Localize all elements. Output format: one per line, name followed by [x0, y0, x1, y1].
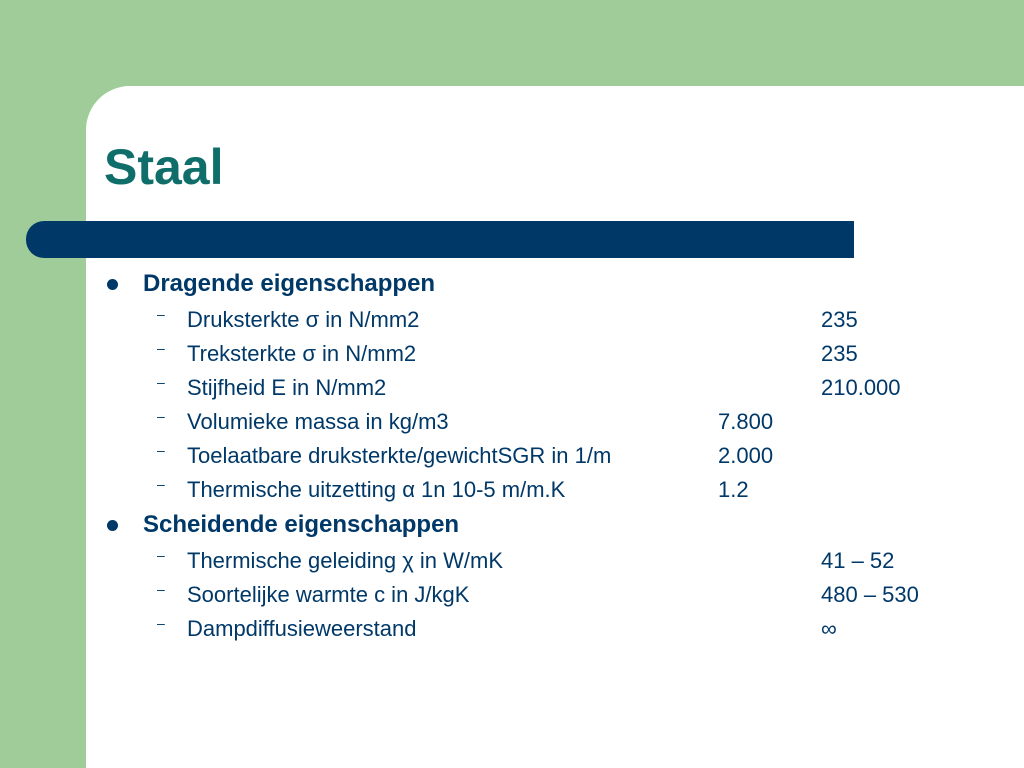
- property-label: Thermische uitzetting α 1n 10-5 m/m.K: [187, 477, 566, 502]
- property-label: Thermische geleiding χ in W/mK: [187, 548, 503, 573]
- property-label: Volumieke massa in kg/m3: [187, 409, 449, 434]
- property-value: 235: [821, 341, 858, 366]
- property-label: Stijfheid E in N/mm2: [187, 375, 387, 400]
- dash-icon: –: [157, 615, 165, 631]
- property-label: Treksterkte σ in N/mm2: [187, 341, 417, 366]
- dash-icon: –: [157, 581, 165, 597]
- property-label: Dampdiffusieweerstand: [187, 616, 417, 641]
- dash-icon: –: [157, 408, 165, 424]
- property-label: Toelaatbare druksterkte/gewichtSGR in 1/m: [187, 443, 612, 468]
- property-value: 210.000: [821, 375, 901, 400]
- slide-title: Staal: [104, 139, 224, 195]
- property-label: Soortelijke warmte c in J/kgK: [187, 582, 470, 607]
- section-heading-dragende: Dragende eigenschappen: [143, 270, 436, 297]
- property-value: 7.800: [718, 409, 774, 434]
- property-label: Druksterkte σ in N/mm2: [187, 307, 420, 332]
- dash-icon: –: [157, 547, 165, 563]
- dash-icon: –: [157, 476, 165, 492]
- property-value: 41 – 52: [821, 548, 895, 573]
- bullet-icon: [107, 520, 118, 531]
- bullet-icon: [107, 279, 118, 290]
- property-value: 1.2: [718, 477, 749, 502]
- property-value: 480 – 530: [821, 582, 919, 607]
- dash-icon: –: [157, 442, 165, 458]
- dash-icon: –: [157, 306, 165, 322]
- dash-icon: –: [157, 340, 165, 356]
- dash-icon: –: [157, 374, 165, 390]
- property-value: 2.000: [718, 443, 774, 468]
- property-value: ∞: [821, 616, 837, 641]
- property-value: 235: [821, 307, 858, 332]
- section-heading-scheidende: Scheidende eigenschappen: [143, 511, 460, 538]
